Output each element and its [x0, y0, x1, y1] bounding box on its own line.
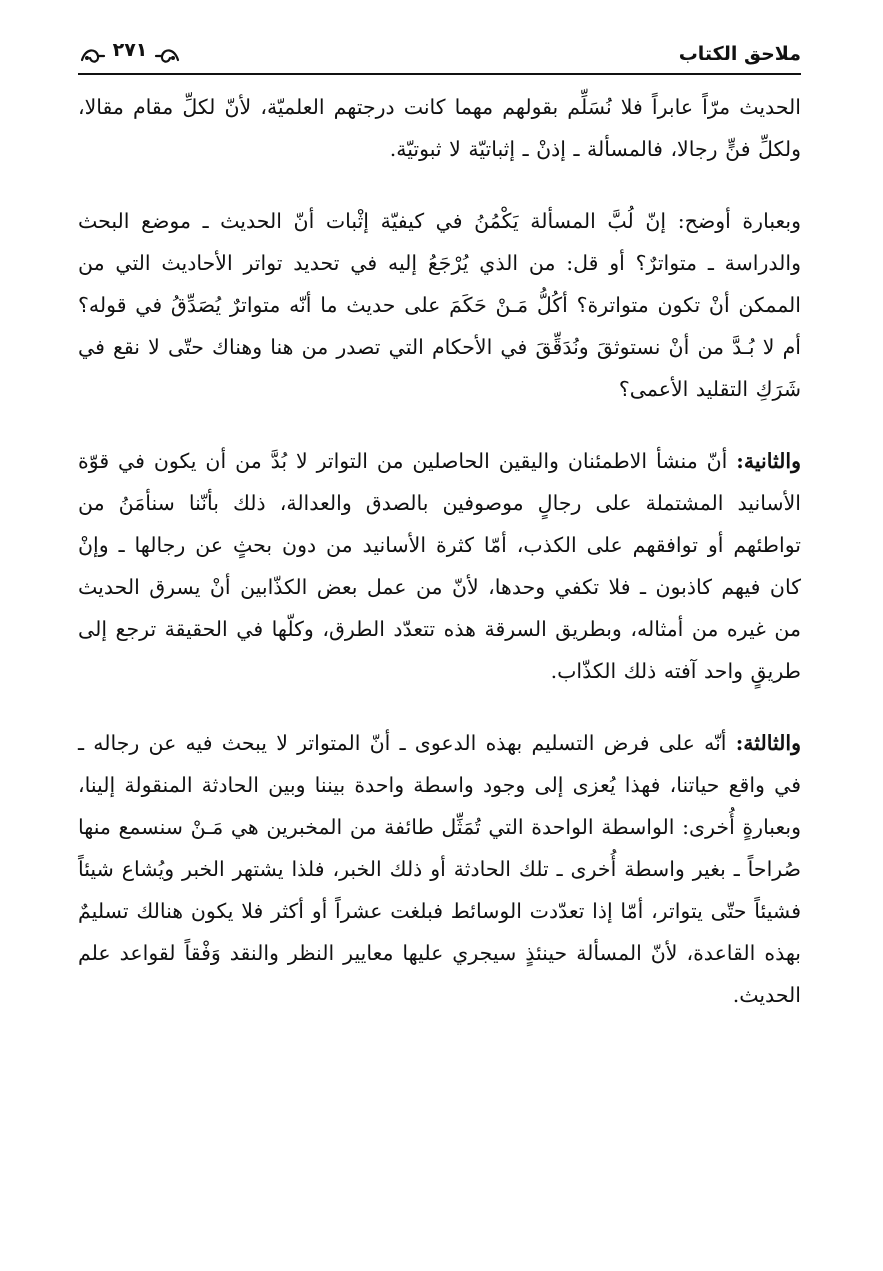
paragraph-lead: والثالثة: — [735, 731, 801, 755]
page-number: ٢٧١ — [112, 39, 148, 61]
paragraph-2 — [78, 200, 801, 410]
paragraph-lead: والثانية: — [736, 449, 801, 473]
paragraph-4 — [78, 722, 801, 1016]
paragraph-1 — [78, 86, 801, 170]
paragraph-text: أنّه على فرض التسليم بهذه الدعوى ـ أنّ المتواتر لا يبحث فيه عن رجاله ـ في واقع حياتنا، فهذا يُعزى إلى وجود واسطة واحدة بيننا وبين الحادثة المنقولة إلينا، وبعبارةٍ أُخرى: الواسطة الواحدة التي تُمَثِّل طائفة من المخبرين هي مَـنْ سنسمع منها صُراحاً ـ بغير واسطة أُخرى ـ تلك الحادثة أو ذلك الخبر، فلذا يشتهر الخبر ويُشاع شيئاً فشيئاً حتّى يتواتر، أمّا إذا تعدّدت الوسائط فبلغت عشراً أو أكثر فلا يكون هنالك تسليمٌ بهذه القاعدة، لأنّ المسألة حينئذٍ سيجري عليها معايير النظر والنقد وَفْقاً لقواعد علم الحديث. — [78, 731, 801, 1007]
paragraph-text: أنّ منشأ الاطمئنان واليقين الحاصلين من التواتر لا بُدَّ من أن يكون في قوّة الأسانيد المشتملة على رجالٍ موصوفين بالصدق والعدالة، ذلك بأنّنا سنأمَنُ من تواطئهم أو توافقهم على الكذب، أمّا كثرة الأسانيد من دون بحثٍ عن رجالها ـ وإنْ كان فيهم كاذبون ـ فلا تكفي وحدها، لأنّ من عمل بعض الكذّابين أنْ يسرق الحديث من غيره من أمثاله، وبطريق السرقة هذه تتعدّد الطرق، وكلّها في الحقيقة ترجع إلى طريقٍ واحد آفته ذلك الكذّاب. — [78, 449, 801, 683]
paragraph-3 — [78, 440, 801, 692]
page-header — [78, 34, 801, 74]
paragraph-text: الحديث مرّاً عابراً فلا نُسَلِّم بقولهم مهما كانت درجتهم العلميّة، لأنّ لكلِّ مقام مقالا، ولكلِّ فنٍّ رجالا، فالمسألة ـ إذنْ ـ إثباتيّة لا ثبوتيّة. — [78, 95, 801, 161]
running-title: ملاحق الكتاب — [678, 43, 801, 65]
header-rule — [78, 73, 801, 75]
body-text — [78, 86, 801, 1046]
paragraph-text: وبعبارة أوضح: إنّ لُبَّ المسألة يَكْمُنُ في كيفيّة إثْبات أنّ الحديث ـ موضع البحث والدراسة ـ متواترٌ؟ أو قل: من الذي يُرْجَعُ إليه في تحديد تواتر الأحاديث التي من الممكن أنْ تكون متواترة؟ أكُلُّ مَـنْ حَكَمَ على حديث ما أنّه متواترٌ يُصَدِّقُ في قوله؟ أم لا بُـدَّ من أنْ نستوثقَ ونُدَقِّقَ في الأحكام التي تصدر من هنا وهناك حتّى لا نقع في شَرَكِ التقليد الأعمى؟ — [78, 209, 801, 401]
